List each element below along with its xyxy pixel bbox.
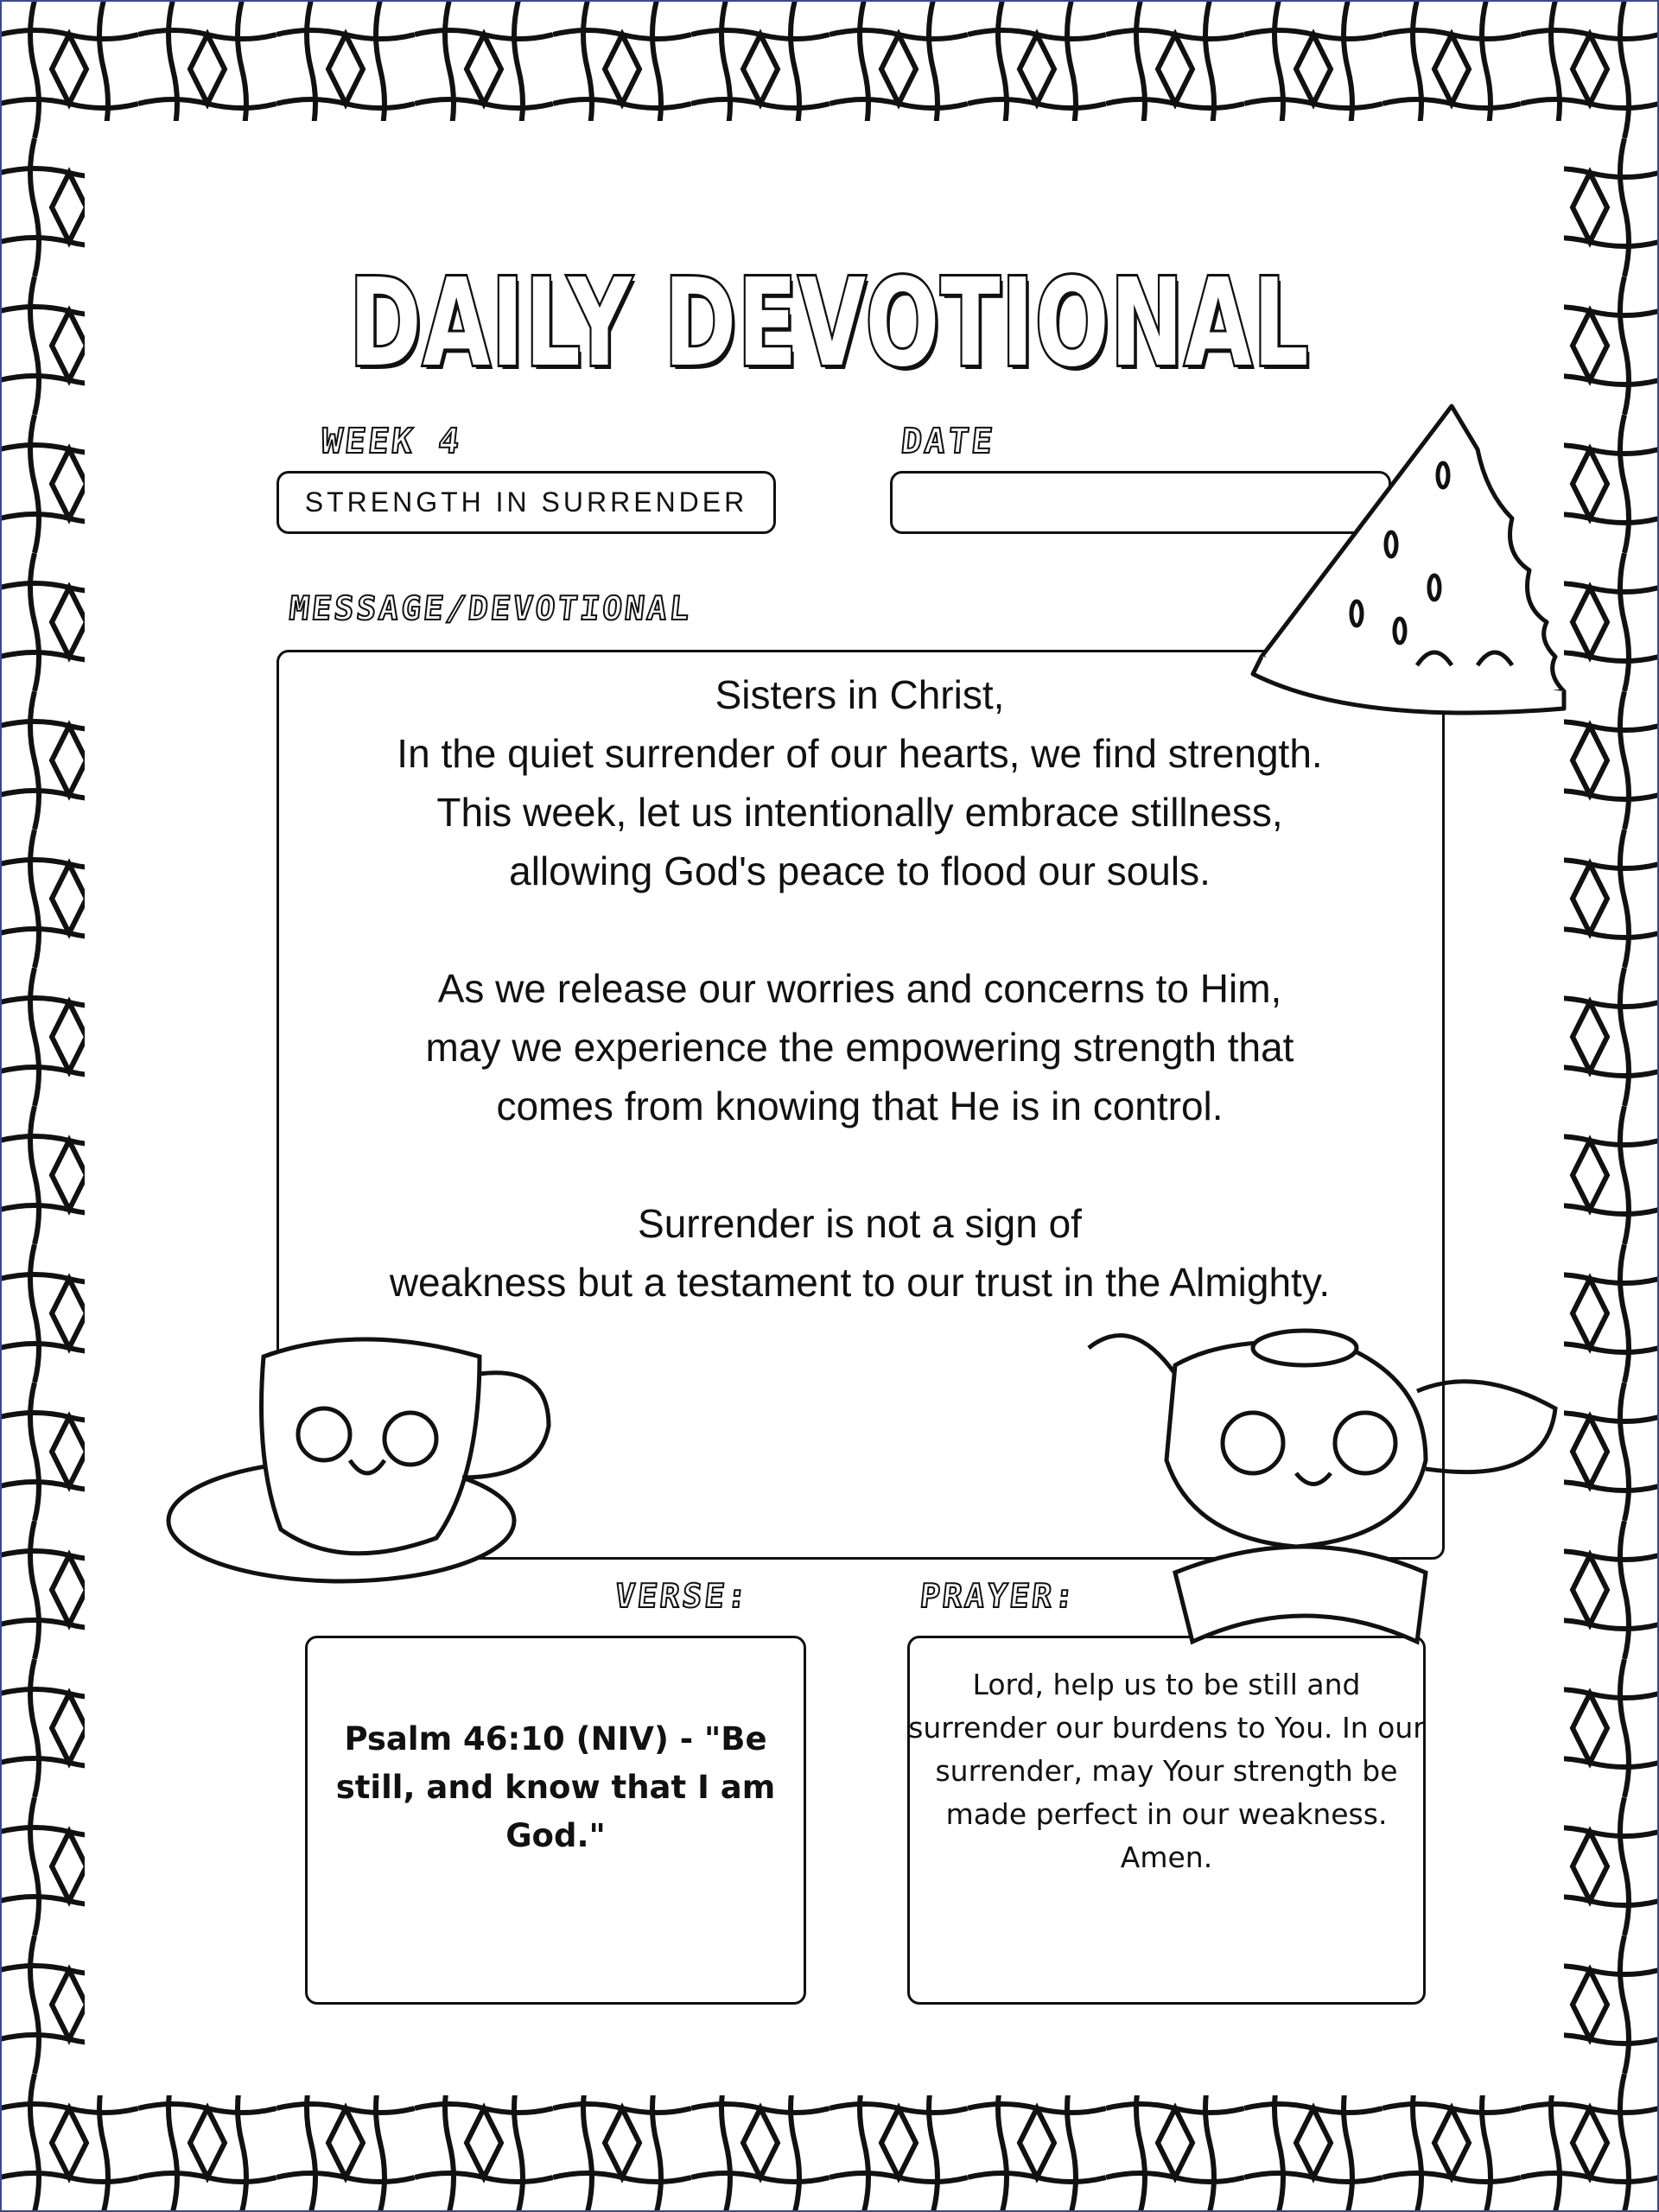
message-line	[285, 1135, 1434, 1194]
week-theme-field[interactable]	[276, 471, 776, 534]
message-label: MESSAGE/DEVOTIONAL	[287, 589, 695, 627]
watermelon-illustration	[1244, 397, 1573, 743]
message-line: As we release our worries and concerns to Him,	[437, 966, 1282, 1011]
message-line: comes from knowing that He is in control.	[496, 1084, 1224, 1128]
message-line: weakness but a testament to our trust in the Almighty.	[389, 1260, 1331, 1305]
teapot-illustration	[1063, 1313, 1581, 1659]
message-line: allowing God's peace to flood our souls.	[509, 849, 1211, 893]
message-text	[285, 665, 1434, 1312]
message-line: In the quiet surrender of our hearts, we find strength.	[397, 731, 1323, 776]
prayer-label: PRAYER:	[918, 1577, 1079, 1615]
prayer-text: Lord, help us to be still and surrender our burdens to You. In our surrender, may Your strength be made perfect in our weakness. Amen.	[908, 1668, 1425, 1874]
message-line: Surrender is not a sign of	[638, 1201, 1082, 1246]
week-theme-text: STRENGTH IN SURRENDER	[304, 486, 748, 518]
page-title: DAILY DEVOTIONAL	[349, 253, 1310, 394]
verse-label: VERSE:	[613, 1577, 752, 1615]
week-label: WEEK 4	[319, 422, 464, 461]
message-line: This week, let us intentionally embrace stillness,	[436, 790, 1283, 835]
message-line: Sisters in Christ,	[715, 672, 1005, 717]
message-line	[285, 900, 1434, 959]
teacup-illustration	[168, 1322, 618, 1599]
verse-text: Psalm 46:10 (NIV) - "Be still, and know that I am God."	[335, 1720, 776, 1854]
message-line: may we experience the empowering strength that	[425, 1025, 1294, 1070]
date-label: DATE	[899, 422, 997, 461]
